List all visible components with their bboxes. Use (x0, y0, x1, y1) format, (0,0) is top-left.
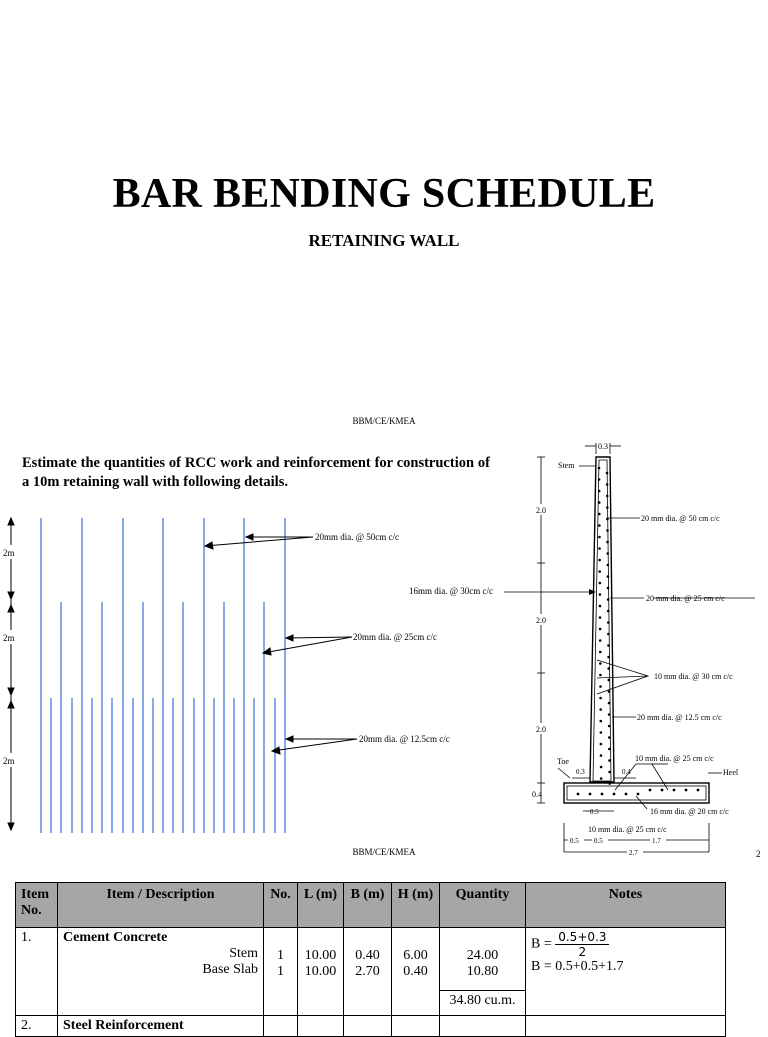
rebar-dot (598, 547, 601, 550)
rebar-dot (608, 702, 611, 705)
rebar-dot (608, 771, 611, 774)
section-label-20-125: 20 mm dia. @ 12.5 cm c/c (637, 713, 722, 722)
rebar-dot (598, 478, 601, 481)
rebar-dot (599, 639, 602, 642)
dim-05-toe: 0.5 (570, 837, 579, 845)
rebar-dot (608, 736, 611, 739)
rebar-dot (608, 690, 611, 693)
row1-sub2-no: 1 (277, 964, 284, 979)
rebar-dot (606, 552, 609, 555)
header-description: Item / Description (58, 883, 264, 928)
header-breadth: B (m) (344, 883, 392, 928)
height-label-3: 2m (3, 756, 15, 766)
base-thickness: 0.4 (532, 790, 542, 799)
rebar-dot (606, 495, 609, 498)
rebar-dot (606, 483, 609, 486)
rebar-dot (598, 559, 601, 562)
rebar-dot (606, 472, 609, 475)
rebar-dot (600, 766, 603, 769)
rebar-dot (608, 725, 611, 728)
rebar-dot (600, 743, 603, 746)
header-no: No. (264, 883, 298, 928)
rebar-dot (606, 529, 609, 532)
note2: B = 0.5+0.5+1.7 (531, 959, 624, 974)
rebar-dot (607, 598, 610, 601)
rebar-dot (599, 582, 602, 585)
header-length: L (m) (298, 883, 344, 928)
page-subtitle: RETAINING WALL (308, 231, 460, 250)
row1-sub1-qty: 24.00 (466, 948, 499, 963)
table-header-row (16, 883, 726, 928)
row1-item-no: 1. (16, 928, 58, 1016)
footer-text-top: BBM/CE/KMEA (352, 416, 416, 426)
rebar-dot (598, 513, 601, 516)
toe-width-label: 0.3 (576, 768, 585, 776)
row1-sub1-b: 0.40 (355, 948, 380, 963)
dim-05-top: 0.5 (590, 808, 599, 816)
rebar-dot (599, 628, 602, 631)
rebar-dot (608, 679, 611, 682)
row2-description (58, 1016, 264, 1037)
row1-sub2-l: 10.00 (304, 964, 337, 979)
rebar-dot (608, 713, 611, 716)
rebar-dot (598, 490, 601, 493)
row1-notes (526, 928, 726, 1016)
heel-label: Heel (723, 768, 739, 777)
rebar-dot (598, 570, 601, 573)
row1-title: Cement Concrete (63, 930, 168, 945)
stem-height-3: 2.0 (536, 725, 546, 734)
height-label-1: 2m (3, 548, 15, 558)
rebar-dot (598, 501, 601, 504)
row1-sub2-name: Base Slab (202, 962, 258, 977)
rebar-dot (599, 697, 602, 700)
rebar-dot (607, 610, 610, 613)
rebar-dot (599, 616, 602, 619)
table-row (16, 1016, 726, 1037)
rebar-dot (607, 656, 610, 659)
toe-label: Toe (557, 757, 569, 766)
rebar-dot (599, 593, 602, 596)
section-label-10-30: 10 mm dia. @ 30 cm c/c (654, 672, 733, 681)
page-number: 2 (756, 849, 761, 859)
row2-title: Steel Reinforcement (63, 1018, 184, 1033)
rebar-dot (608, 782, 611, 785)
rebar-dot (607, 633, 610, 636)
rebar-dot (599, 720, 602, 723)
height-dimension-lines (8, 518, 14, 830)
rebar-dot (598, 467, 601, 470)
row1-sub1-l: 10.00 (304, 948, 337, 963)
row1-total: 34.80 cu.m. (440, 991, 526, 1016)
rebar-dot (607, 667, 610, 670)
height-label-2: 2m (3, 633, 15, 643)
row1-sub2-h: 0.40 (403, 964, 428, 979)
note1-numerator: 0.5+0.3 (555, 930, 609, 945)
callout-label-50: 20mm dia. @ 50cm c/c (315, 532, 400, 542)
stem-label: Stem (558, 461, 575, 470)
rebar-dot (606, 541, 609, 544)
rebar-dot (599, 605, 602, 608)
quantity-table (15, 882, 726, 1037)
section-label-20-25: 20 mm dia. @ 25 cm c/c (646, 594, 725, 603)
section-label-20-50: 20 mm dia. @ 50 cm c/c (641, 514, 720, 523)
rebar-dot (607, 564, 610, 567)
rebar-dot (606, 506, 609, 509)
rebar-dot (599, 662, 602, 665)
row2-item-no: 2. (16, 1016, 58, 1037)
page-title: BAR BENDING SCHEDULE (112, 171, 656, 217)
dim-05-stem: 0.5 (594, 837, 603, 845)
heel-offset-label: 0.4 (622, 768, 631, 776)
row1-description (58, 928, 264, 1016)
rebar-dot (598, 524, 601, 527)
rebar-dot (608, 748, 611, 751)
vertical-bars (41, 518, 285, 833)
note1-denominator: 2 (578, 945, 587, 959)
callout-arrows (205, 534, 357, 754)
rebar-dot (607, 587, 610, 590)
row1-sub1-no: 1 (277, 948, 284, 963)
stem-height-2: 2.0 (536, 616, 546, 625)
footer-text-bottom: BBM/CE/KMEA (352, 847, 416, 857)
section-label-16-30: 16mm dia. @ 30cm c/c (409, 586, 494, 596)
rebar-dot (607, 644, 610, 647)
rebar-dot (599, 708, 602, 711)
row1-sub2-b: 2.70 (355, 964, 380, 979)
row1-sub2-qty: 10.80 (466, 964, 499, 979)
header-item-no: Item No. (16, 883, 58, 928)
retaining-wall-section (400, 438, 768, 863)
rebar-dot (607, 575, 610, 578)
row1-sub1-h: 6.00 (403, 948, 428, 963)
rebar-dot (600, 777, 603, 780)
row1-sub1-name: Stem (229, 946, 258, 961)
section-label-10-25-top: 10 mm dia. @ 25 cm c/c (635, 754, 714, 763)
rebar-dot (599, 685, 602, 688)
rebar-dot (599, 651, 602, 654)
rebar-dot (607, 621, 610, 624)
rebar-dot (608, 759, 611, 762)
section-label-10-25-bottom: 10 mm dia. @ 25 cm c/c (588, 825, 667, 834)
rebar-dot (600, 731, 603, 734)
header-height: H (m) (392, 883, 440, 928)
note1-fraction (555, 930, 609, 959)
section-label-16-20: 16 mm dia. @ 20 cm c/c (650, 807, 729, 816)
header-notes: Notes (526, 883, 726, 928)
table-row (16, 928, 726, 991)
rebar-dot (598, 536, 601, 539)
top-width-label: 0.3 (598, 442, 608, 451)
stem-height-1: 2.0 (536, 506, 546, 515)
dim-27-total: 2.7 (629, 849, 638, 857)
callout-label-25: 20mm dia. @ 25cm c/c (353, 632, 438, 642)
note1-prefix: B = (531, 936, 552, 952)
callout-label-125: 20mm dia. @ 12.5cm c/c (359, 734, 450, 744)
rebar-dot (600, 754, 603, 757)
header-quantity: Quantity (440, 883, 526, 928)
problem-statement: Estimate the quantities of RCC work and reinforcement for construction of a 10m retaining wall with following details. (22, 455, 490, 490)
dim-17-heel: 1.7 (652, 837, 661, 845)
rebar-dot (599, 674, 602, 677)
